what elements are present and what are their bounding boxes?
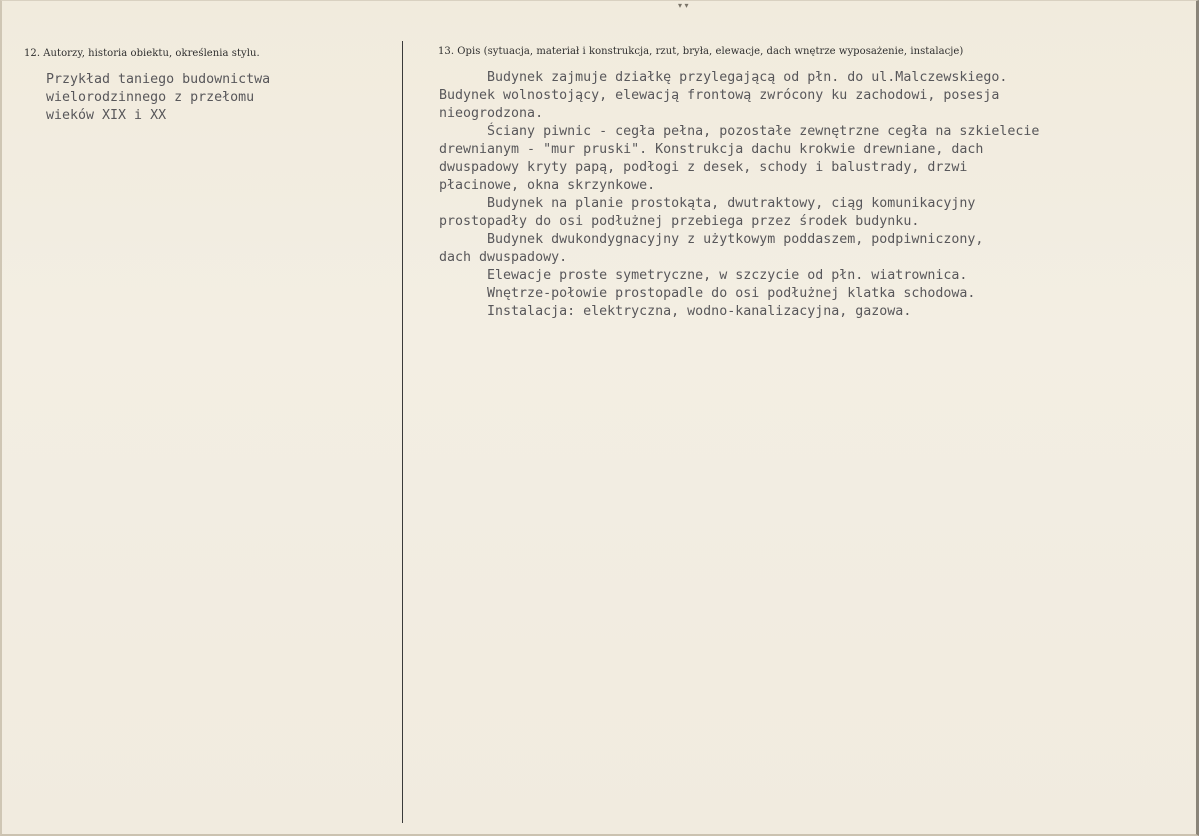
section-13-text: Budynek zajmuje działkę przylegającą od płn. do ul.Malczewskiego. Budynek wolnostojący, elewacją frontową zwrócony ku zachodowi, posesja nieogrodzona. Ściany piwnic - cegła pełna, pozostałe zewnętrzne cegła na szkielecie drewnianym - "mur pruski". Konstrukcja dachu krokwie drewniane, dach dwuspadowy kryty papą, podłogi z desek, schody i balustrady, drzwi płacinowe, okna skrzynkowe. Budynek na planie prostokąta, dwutraktowy, ciąg komunikacyjny prostopadły do osi podłużnej przebiega przez środek budynku. Budynek dwukondygnacyjny z użytkowym poddaszem, podpiwniczony, dach dwuspadowy. Elewacje proste symetryczne, w szczycie od płn. wiatrownica. Wnętrze-połowie prostopadle do osi podłużnej klatka schodowa. Instalacja: elektryczna, wodno-kanalizacyjna, gazowa.: [439, 70, 1040, 319]
column-divider: [402, 41, 403, 823]
punch-mark: ▾ ▾: [678, 1, 689, 10]
section-12-text: Przykład taniego budownictwa wielorodzinnego z przełomu wieków XIX i XX: [46, 72, 271, 123]
section-13-heading: 13. Opis (sytuacja, materiał i konstrukcja, rzut, bryła, elewacje, dach wnętrze wyposażenie, instalacje): [438, 46, 964, 57]
section-12-heading: 12. Autorzy, historia obiektu, określenia stylu.: [24, 48, 260, 59]
